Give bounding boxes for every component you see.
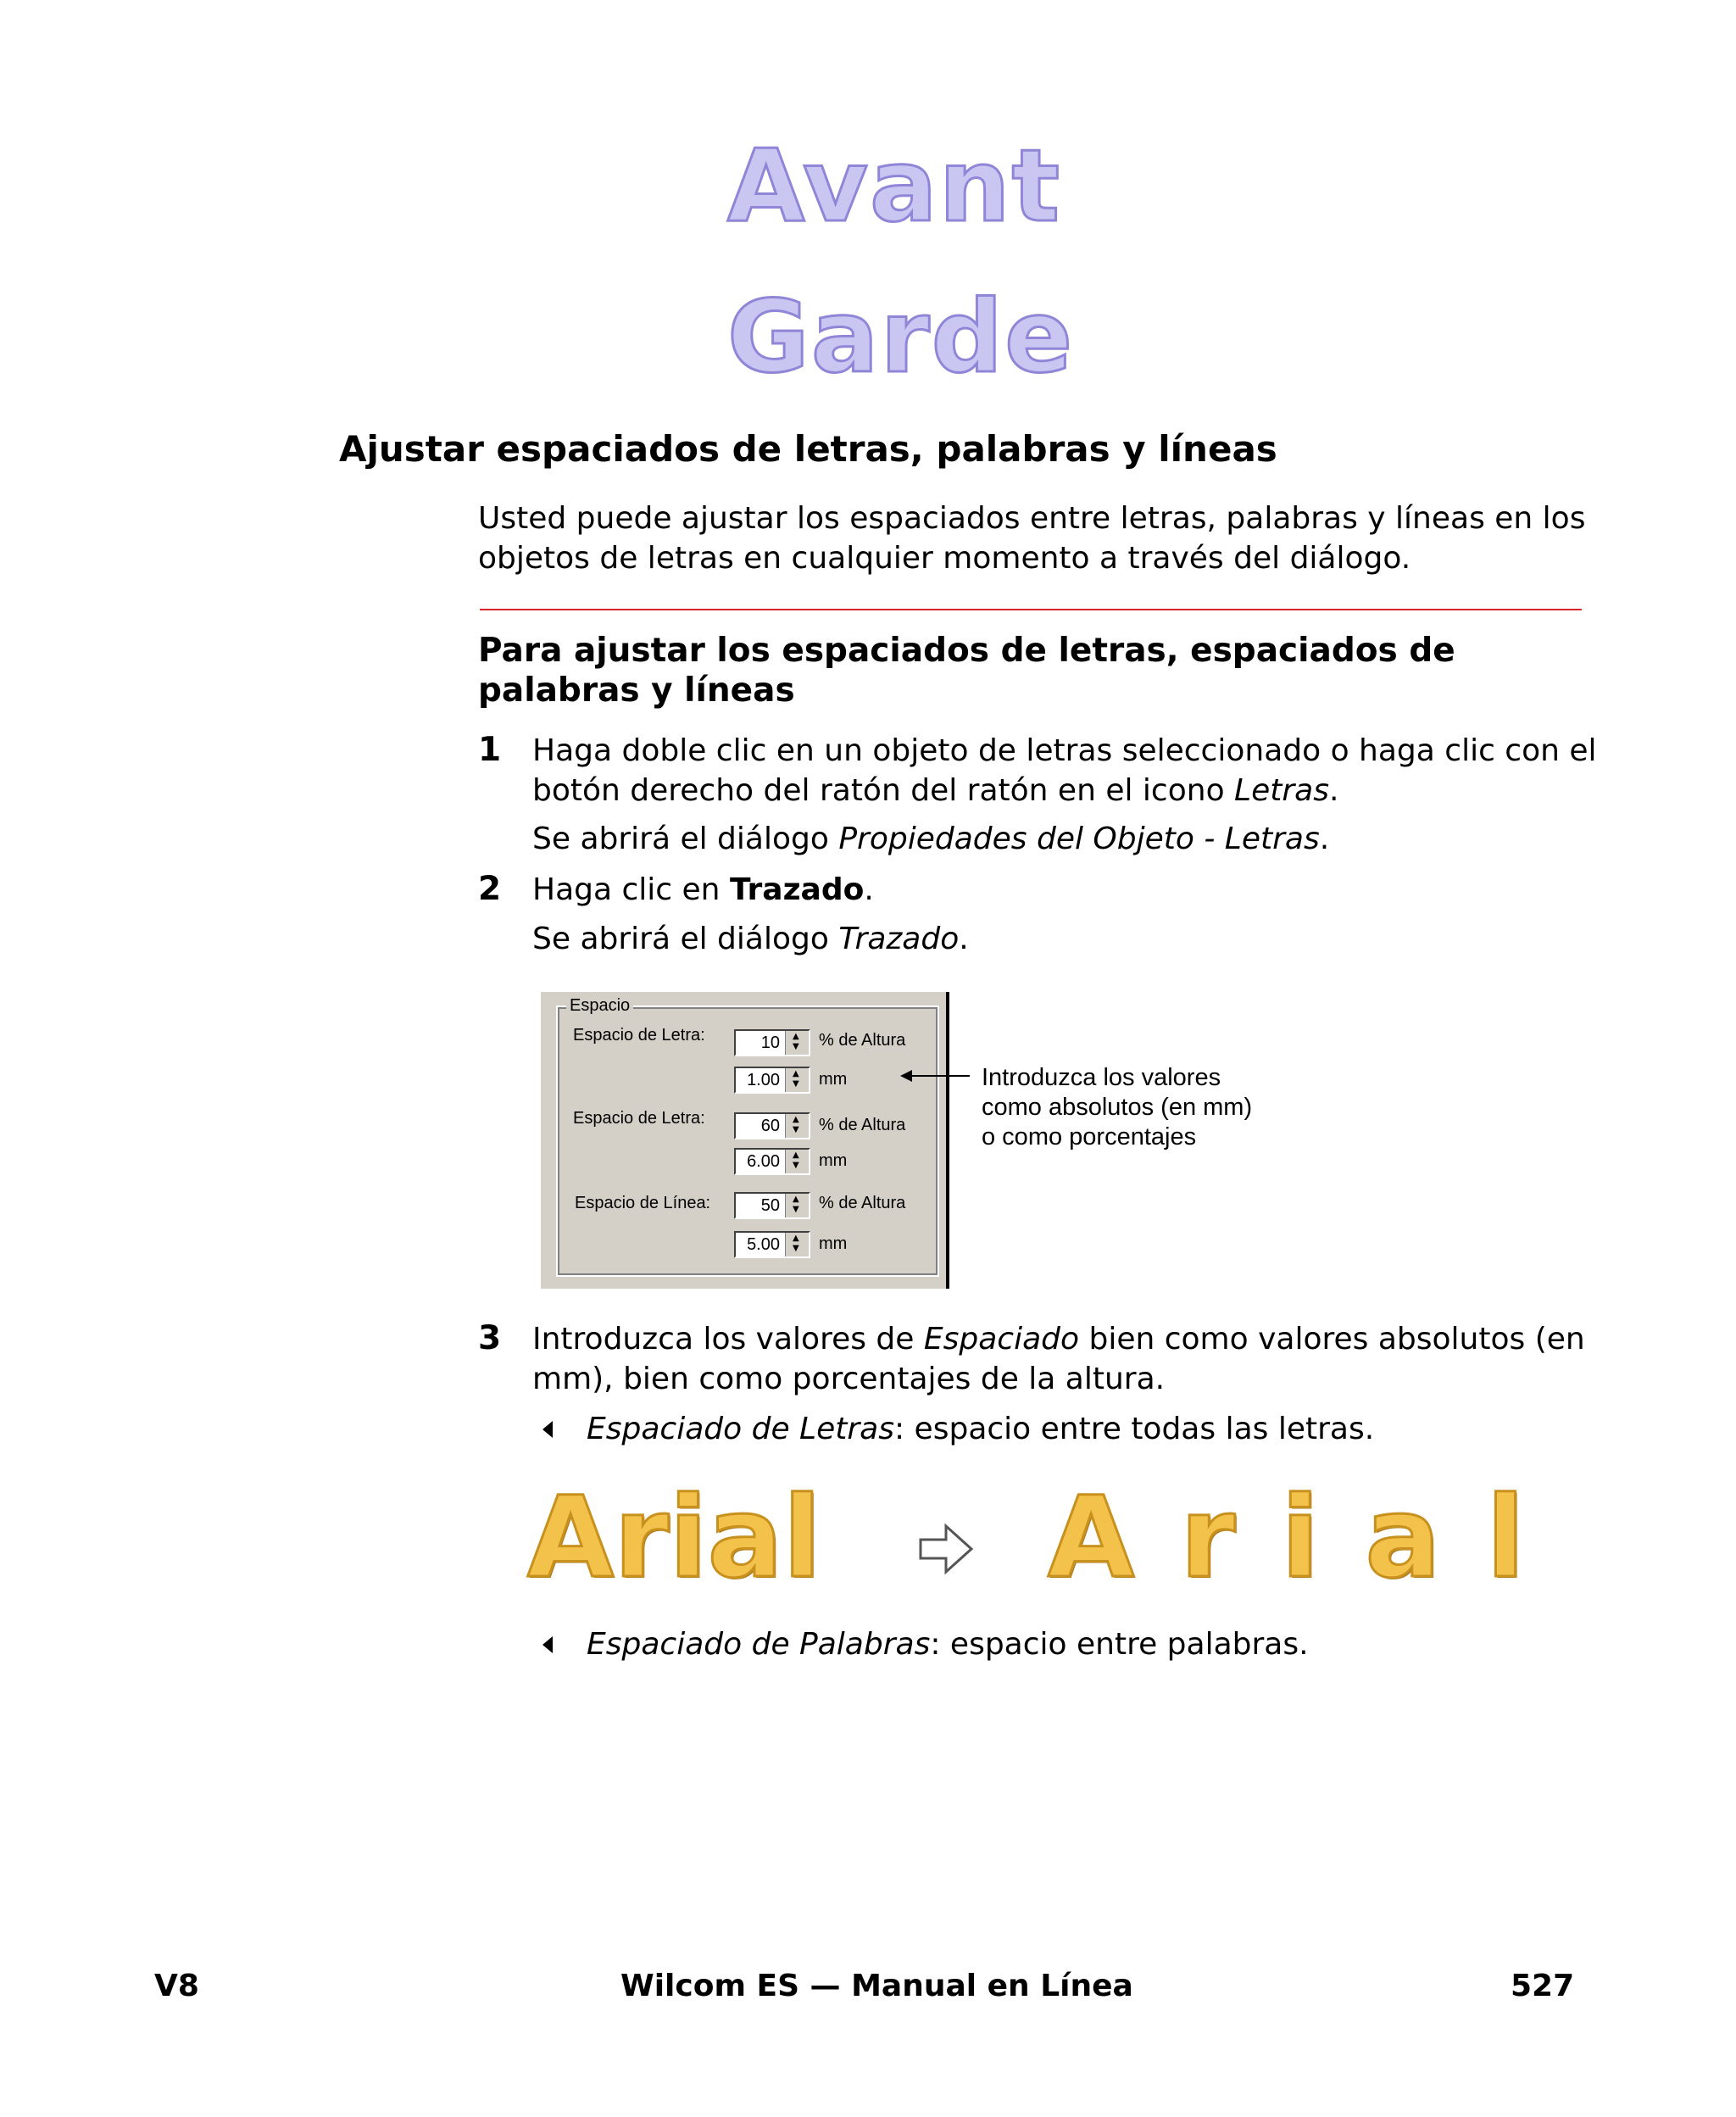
step-2-result-period: . bbox=[959, 922, 969, 956]
callout-line1: Introduzca los valores bbox=[982, 1064, 1221, 1091]
step-1-icon-name: Letras bbox=[1234, 773, 1329, 808]
line-spacing-pct-unit: % de Altura bbox=[819, 1194, 906, 1212]
step-2-pre: Haga clic en bbox=[532, 872, 730, 907]
step-3-post: bien como valores absolutos (en bbox=[1079, 1322, 1585, 1357]
line-spacing-pct-value: 50 bbox=[760, 1196, 780, 1215]
bullet-triangle-icon bbox=[542, 1421, 553, 1438]
step-1-line1: Haga doble clic en un objeto de letras seleccionado o haga clic con el bbox=[532, 733, 1597, 768]
step-1-result-period: . bbox=[1319, 822, 1330, 856]
bullet-1-term: Espaciado de Letras bbox=[587, 1412, 894, 1446]
bullet-1-desc: : espacio entre todas las letras. bbox=[893, 1412, 1375, 1446]
letter-spacing-mm-value: 1.00 bbox=[747, 1071, 780, 1089]
procedure-title: Para ajustar los espaciados de letras, espaciados de palabras y líneas bbox=[478, 632, 1455, 710]
step-2-button-name: Trazado bbox=[729, 872, 865, 907]
line-spacing-mm-value: 5.00 bbox=[747, 1235, 780, 1254]
line-spacing-mm-spinner[interactable] bbox=[734, 1231, 810, 1258]
letter-spacing-pct-value: 10 bbox=[760, 1033, 780, 1052]
step-3-number: 3 bbox=[478, 1319, 502, 1357]
spinner-arrows-icon[interactable]: ▲ ▼ bbox=[785, 1114, 809, 1138]
intro-paragraph bbox=[478, 499, 1585, 578]
callout-arrow-line bbox=[904, 1075, 970, 1077]
step-1-result bbox=[532, 819, 1329, 859]
word-spacing-mm-unit: mm bbox=[819, 1151, 848, 1170]
word-spacing-pct-unit: % de Altura bbox=[819, 1116, 906, 1134]
step-2-number: 2 bbox=[478, 870, 502, 908]
line-spacing-pct-spinner[interactable] bbox=[734, 1192, 810, 1219]
section-title: Ajustar espaciados de letras, palabras y líneas bbox=[339, 428, 1277, 470]
line-spacing-label: Espacio de Línea: bbox=[575, 1194, 711, 1212]
callout-line3: o como porcentajes bbox=[982, 1123, 1197, 1150]
step-3-pre: Introduzca los valores de bbox=[532, 1322, 924, 1357]
letter-spacing-mm-spinner[interactable] bbox=[734, 1067, 810, 1094]
step-2-result-dialog: Trazado bbox=[838, 922, 960, 956]
step-3-text bbox=[532, 1319, 1585, 1399]
bullet-word-spacing bbox=[587, 1624, 1309, 1664]
step-2-period: . bbox=[864, 872, 874, 907]
step-1-text bbox=[532, 731, 1597, 811]
step-3-em: Espaciado bbox=[923, 1322, 1080, 1357]
spinner-arrows-icon[interactable]: ▲ ▼ bbox=[785, 1233, 809, 1256]
spinner-arrows-icon[interactable]: ▲ ▼ bbox=[785, 1150, 809, 1173]
letter-spacing-pct-spinner[interactable] bbox=[734, 1029, 810, 1056]
callout-arrow-icon bbox=[900, 1070, 912, 1082]
footer-page-number: 527 bbox=[1511, 1969, 1575, 2003]
word-spacing-mm-spinner[interactable] bbox=[734, 1148, 810, 1175]
footer-manual-title: Wilcom ES — Manual en Línea bbox=[620, 1969, 1133, 2003]
avant-garde-art-line2: Garde bbox=[727, 278, 1075, 395]
bullet-triangle-icon bbox=[542, 1636, 553, 1653]
arial-before-art: Arial bbox=[527, 1473, 821, 1603]
word-spacing-label: Espacio de Letra: bbox=[573, 1109, 705, 1128]
bullet-2-desc: : espacio entre palabras. bbox=[930, 1627, 1309, 1662]
letter-spacing-mm-unit: mm bbox=[819, 1070, 848, 1089]
spinner-arrows-icon[interactable]: ▲ ▼ bbox=[785, 1194, 809, 1217]
step-1-period: . bbox=[1328, 773, 1339, 808]
footer-version: V8 bbox=[154, 1969, 199, 2003]
arial-after-art: A r i a l bbox=[1048, 1473, 1528, 1603]
step-1-line2: botón derecho del ratón del ratón en el icono bbox=[532, 773, 1235, 808]
spacing-group-label: Espacio bbox=[566, 996, 633, 1016]
intro-line1: Usted puede ajustar los espaciados entre letras, palabras y líneas en los bbox=[478, 501, 1586, 536]
step-2-result-text: Se abrirá el diálogo bbox=[532, 922, 839, 956]
avant-garde-art-line1: Avant bbox=[727, 127, 1062, 244]
letter-spacing-pct-unit: % de Altura bbox=[819, 1031, 906, 1050]
spinner-arrows-icon[interactable]: ▲ ▼ bbox=[785, 1068, 809, 1092]
spacing-dialog-screenshot bbox=[541, 992, 949, 1289]
callout-line2: como absolutos (en mm) bbox=[982, 1094, 1253, 1121]
intro-line2: objetos de letras en cualquier momento a través del diálogo. bbox=[478, 541, 1411, 576]
word-spacing-pct-value: 60 bbox=[760, 1117, 780, 1135]
letter-spacing-label: Espacio de Letra: bbox=[573, 1026, 705, 1045]
step-1-result-dialog: Propiedades del Objeto - Letras bbox=[838, 822, 1320, 856]
section-divider bbox=[480, 609, 1582, 610]
step-2-result bbox=[532, 919, 969, 959]
callout-text bbox=[982, 1063, 1252, 1152]
word-spacing-mm-value: 6.00 bbox=[747, 1152, 780, 1171]
bullet-2-term: Espaciado de Palabras bbox=[587, 1627, 931, 1662]
step-3-line2: mm), bien como porcentajes de la altura. bbox=[532, 1362, 1166, 1396]
line-spacing-mm-unit: mm bbox=[819, 1234, 848, 1253]
spinner-arrows-icon[interactable]: ▲ ▼ bbox=[785, 1031, 809, 1055]
step-1-result-text: Se abrirá el diálogo bbox=[532, 822, 839, 856]
word-spacing-pct-spinner[interactable] bbox=[734, 1112, 810, 1139]
step-1-number: 1 bbox=[478, 731, 502, 769]
bullet-letter-spacing bbox=[587, 1409, 1374, 1449]
step-2-text bbox=[532, 870, 874, 910]
arrow-right-icon bbox=[917, 1519, 976, 1579]
